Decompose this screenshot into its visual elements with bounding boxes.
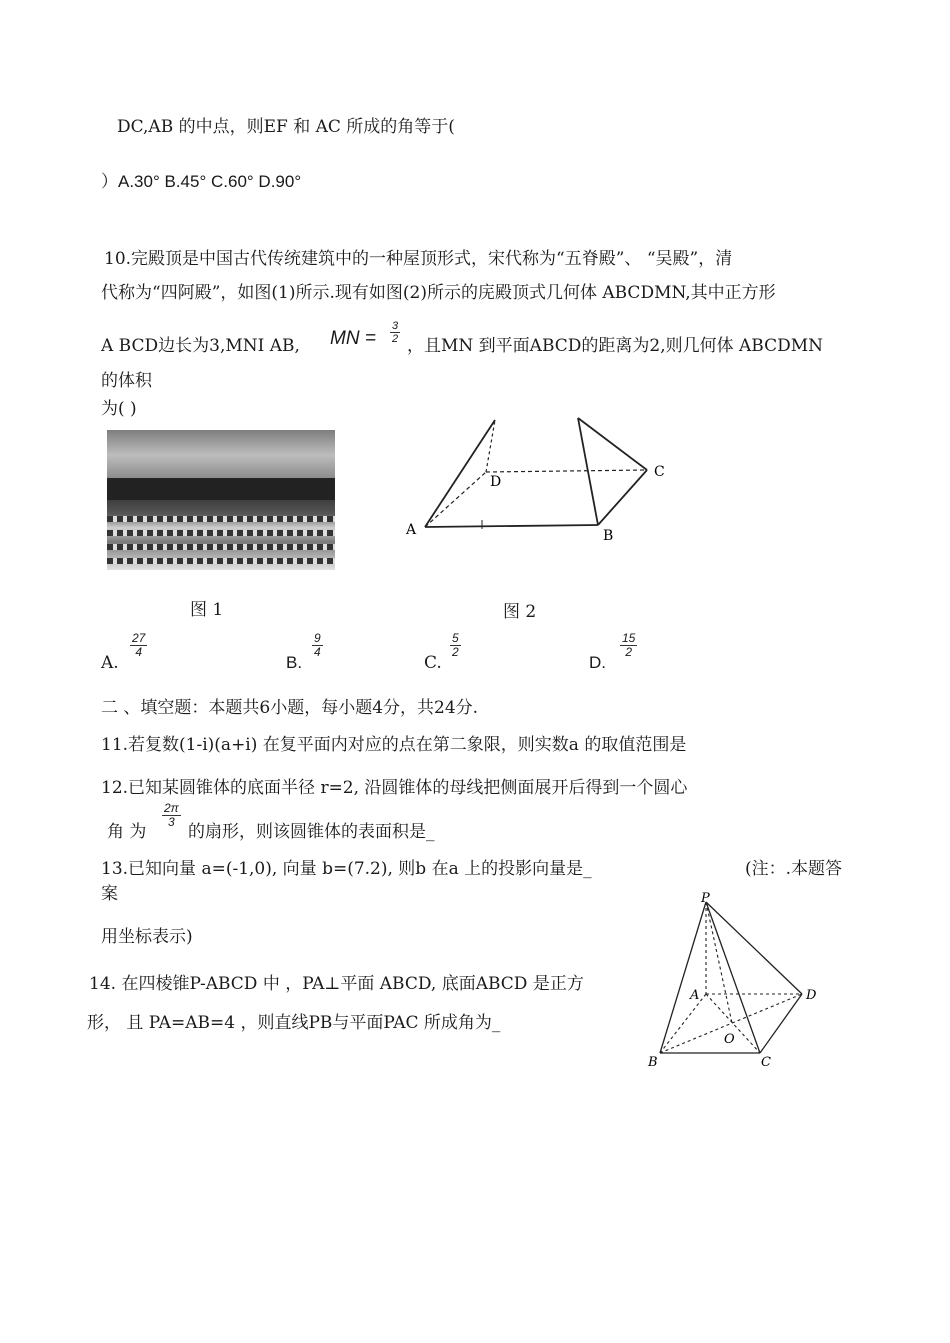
option-b-num: 9 — [314, 631, 321, 645]
option-b-letter: B. — [286, 653, 303, 672]
option-c-value — [450, 632, 461, 659]
label-P: P — [701, 891, 710, 906]
q11: 11.若复数(1-i)(a+i) 在复平面内对应的点在第二象限，则实数a 的取值范围是 — [101, 735, 687, 755]
label-O: O — [724, 1032, 735, 1047]
q13-line3: 用坐标表示) — [101, 927, 193, 947]
edge-PD — [706, 902, 802, 994]
option-a-letter: A. — [101, 653, 119, 673]
label-A: A — [690, 988, 700, 1003]
label-B: B — [648, 1055, 658, 1070]
mn-equation — [330, 326, 376, 352]
fig2-hip-roof-solid — [400, 412, 690, 552]
edge-BC — [598, 470, 647, 525]
mn-frac-den: 2 — [392, 333, 399, 345]
q10-line4: 的体积 — [101, 371, 152, 391]
label-D: D — [490, 474, 502, 490]
option-b-den: 4 — [314, 645, 321, 659]
section2-heading: 二 、填空题：本题共6小题，每小题4分，共24分. — [101, 698, 479, 718]
label-A: A — [406, 522, 417, 538]
photo-band — [107, 516, 335, 522]
q9-options: ）A.30° B.45° C.60° D.90° — [101, 172, 302, 191]
label-C: C — [761, 1055, 771, 1070]
option-c-letter: C. — [424, 653, 442, 673]
q12-frac-den: 3 — [168, 815, 175, 829]
photo-band — [107, 530, 335, 536]
q13-note: (注：.本题答 — [745, 859, 843, 879]
option-d-letter: D. — [589, 653, 606, 672]
q10-line2: 代称为“四阿殿”，如图(1)所示.现有如图(2)所示的庑殿顶式几何体 ABCDMN,其中正方形 — [101, 283, 776, 303]
option-d-value — [620, 632, 637, 659]
option-b-value — [312, 632, 323, 659]
q12-frac-num: 2π — [164, 801, 179, 815]
option-c-num: 5 — [452, 631, 459, 645]
q10-line5: 为( ) — [101, 399, 137, 419]
q12-fraction — [162, 802, 181, 829]
option-c-den: 2 — [452, 645, 459, 659]
q14-pyramid-figure — [640, 890, 830, 1075]
photo-roof — [107, 478, 335, 500]
q14-line1: 14. 在四棱锥P-ABCD 中 ，PA⊥平面 ABCD, 底面ABCD 是正方 — [89, 974, 584, 994]
option-a-num: 27 — [132, 631, 146, 645]
label-C: C — [654, 464, 665, 480]
label-D: D — [806, 988, 817, 1003]
q10-line1: 10.完殿顶是中国古代传统建筑中的一种屋顶形式，宋代称为“五脊殿”、 “吴殿”，清 — [104, 249, 733, 269]
option-d-num: 15 — [622, 631, 636, 645]
q12-line1: 12.已知某圆锥体的底面半径 r=2, 沿圆锥体的母线把侧面展开后得到一个圆心 — [101, 778, 688, 798]
mn-frac-num: 3 — [392, 320, 399, 332]
photo-band — [107, 558, 335, 564]
edge-BM — [578, 418, 598, 525]
photo-band — [107, 544, 335, 550]
edge-PB — [660, 902, 706, 1053]
option-a-den: 4 — [135, 645, 143, 659]
mn-lhs: MN = — [330, 328, 376, 349]
edge-CD — [760, 994, 802, 1053]
q9-line1: DC,AB 的中点，则EF 和 AC 所成的角等于( — [117, 117, 455, 137]
edge-DC — [486, 470, 647, 472]
option-a-value — [130, 632, 147, 659]
fig1-caption: 图 1 — [190, 600, 224, 620]
q13-line1: 13.已知向量 a=(-1,0), 向量 b=(7.2), 则b 在a 上的投影向量是_ — [101, 859, 592, 879]
edge-MC — [578, 418, 647, 470]
hip-roof-photo — [107, 430, 335, 570]
q14-line2: 形， 且 PA=AB=4 ，则直线PB与平面PAC 所成角为_ — [87, 1013, 501, 1033]
fig2-caption: 图 2 — [503, 602, 537, 622]
edge-AB — [425, 525, 598, 527]
edge-PC — [706, 902, 760, 1053]
q10-line3a: A BCD边长为3,MNI AB, — [101, 336, 300, 356]
label-B: B — [603, 528, 614, 544]
q13-line2: 案 — [101, 884, 118, 904]
q12-line2b: 的扇形，则该圆锥体的表面积是_ — [188, 822, 435, 842]
mn-fraction — [390, 320, 400, 345]
option-d-den: 2 — [625, 645, 633, 659]
q10-line3c: ，且MN 到平面ABCD的距离为2,则几何体 ABCDMN — [407, 336, 824, 356]
q12-line2a: 角 为 — [107, 822, 147, 842]
